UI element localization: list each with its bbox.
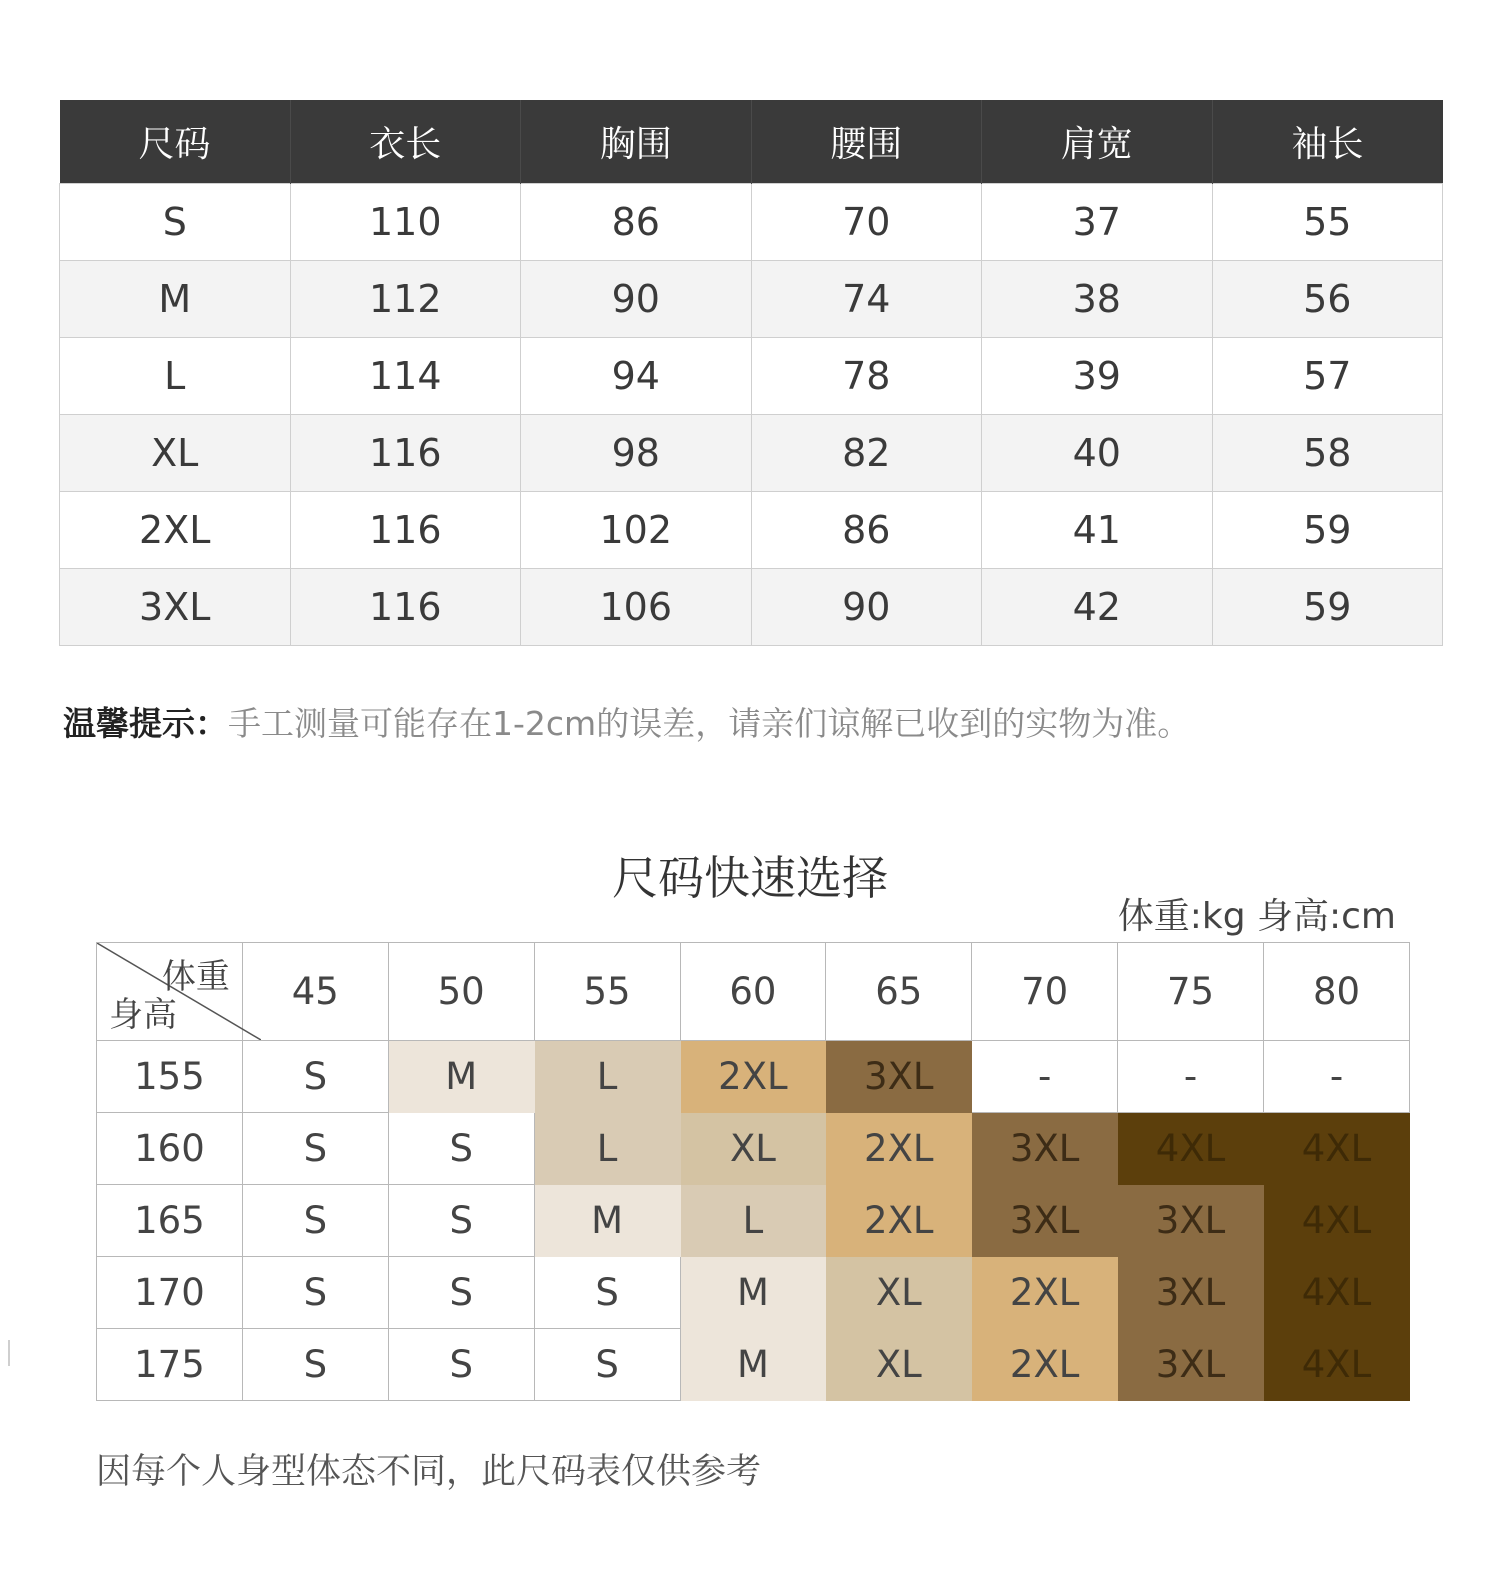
size-recommendation-cell: 2XL	[972, 1257, 1118, 1329]
size-table	[59, 100, 1443, 646]
quick-select-row	[97, 1329, 1410, 1401]
size-recommendation-cell: -	[972, 1041, 1118, 1113]
weight-header-cell: 65	[826, 943, 972, 1041]
size-recommendation-cell: S	[534, 1329, 680, 1401]
corner-height-label: 身高	[109, 995, 177, 1035]
size-recommendation-cell: -	[1118, 1041, 1264, 1113]
size-table-row	[60, 338, 1443, 415]
size-table-cell: M	[60, 261, 291, 338]
size-table-cell: 86	[521, 184, 752, 261]
size-recommendation-cell: S	[388, 1329, 534, 1401]
size-recommendation-cell: 3XL	[972, 1185, 1118, 1257]
size-table-cell: 94	[521, 338, 752, 415]
size-table-row	[60, 492, 1443, 569]
weight-header-cell: 55	[534, 943, 680, 1041]
tip-text: 手工测量可能存在1-2cm的误差，请亲们谅解已收到的实物为准。	[228, 704, 1191, 743]
size-table-cell: 57	[1212, 338, 1443, 415]
size-table-row	[60, 569, 1443, 646]
size-table-cell: 114	[290, 338, 521, 415]
header-shoulder: 肩宽	[982, 100, 1213, 184]
size-recommendation-cell: S	[388, 1185, 534, 1257]
size-recommendation-cell: S	[388, 1113, 534, 1185]
size-recommendation-cell: 2XL	[680, 1041, 826, 1113]
size-table-cell: 2XL	[60, 492, 291, 569]
size-recommendation-cell: XL	[680, 1113, 826, 1185]
quick-select-row	[97, 1041, 1410, 1113]
quick-select-row	[97, 1185, 1410, 1257]
size-recommendation-cell: 2XL	[972, 1329, 1118, 1401]
size-table-cell: 90	[751, 569, 982, 646]
header-size: 尺码	[60, 100, 291, 184]
size-recommendation-cell: M	[680, 1329, 826, 1401]
quick-select-title: 尺码快速选择	[612, 851, 888, 905]
size-table-row	[60, 184, 1443, 261]
size-recommendation-cell: 3XL	[972, 1113, 1118, 1185]
quick-select-table	[96, 942, 1410, 1401]
size-recommendation-cell: 3XL	[826, 1041, 972, 1113]
unit-note: 体重:kg 身高:cm	[1117, 896, 1396, 937]
size-table-cell: 39	[982, 338, 1213, 415]
size-table-cell: 42	[982, 569, 1213, 646]
size-recommendation-cell: 2XL	[826, 1113, 972, 1185]
size-table-cell: 102	[521, 492, 752, 569]
size-recommendation-cell: S	[534, 1257, 680, 1329]
size-table-cell: 78	[751, 338, 982, 415]
quick-select-row	[97, 1257, 1410, 1329]
size-recommendation-cell: 2XL	[826, 1185, 972, 1257]
size-recommendation-cell: S	[388, 1257, 534, 1329]
quick-select-row	[97, 1113, 1410, 1185]
size-recommendation-cell: XL	[826, 1257, 972, 1329]
size-recommendation-cell: 3XL	[1118, 1185, 1264, 1257]
size-recommendation-cell: L	[534, 1113, 680, 1185]
corner-weight-label: 体重	[161, 957, 230, 997]
size-table-cell: 116	[290, 492, 521, 569]
weight-header-cell: 50	[388, 943, 534, 1041]
size-table-cell: 59	[1212, 492, 1443, 569]
size-recommendation-cell: S	[242, 1113, 388, 1185]
size-recommendation-cell: S	[242, 1329, 388, 1401]
size-table-cell: 90	[521, 261, 752, 338]
size-table-cell: 55	[1212, 184, 1443, 261]
size-table-cell: 58	[1212, 415, 1443, 492]
weight-header-cell: 75	[1118, 943, 1264, 1041]
size-table-cell: 116	[290, 415, 521, 492]
size-table-cell: 112	[290, 261, 521, 338]
size-recommendation-cell: 4XL	[1264, 1257, 1410, 1329]
height-cell: 170	[97, 1257, 243, 1329]
size-recommendation-cell: M	[534, 1185, 680, 1257]
size-recommendation-cell: 4XL	[1264, 1185, 1410, 1257]
header-length: 衣长	[290, 100, 521, 184]
size-recommendation-cell: L	[680, 1185, 826, 1257]
size-table-cell: 3XL	[60, 569, 291, 646]
corner-cell	[97, 943, 243, 1041]
weight-header-cell: 45	[242, 943, 388, 1041]
size-table-cell: 74	[751, 261, 982, 338]
size-recommendation-cell: S	[242, 1041, 388, 1113]
size-recommendation-cell: XL	[826, 1329, 972, 1401]
height-cell: 155	[97, 1041, 243, 1113]
size-table-cell: 70	[751, 184, 982, 261]
size-table-cell: L	[60, 338, 291, 415]
size-table-cell: 56	[1212, 261, 1443, 338]
size-recommendation-cell: 4XL	[1264, 1113, 1410, 1185]
header-sleeve: 袖长	[1212, 100, 1443, 184]
size-table-cell: 110	[290, 184, 521, 261]
size-table-cell: 82	[751, 415, 982, 492]
footnote: 因每个人身型体态不同，此尺码表仅供参考	[96, 1452, 762, 1492]
size-table-row	[60, 415, 1443, 492]
tip-label: 温馨提示：	[63, 704, 228, 743]
size-recommendation-cell: M	[388, 1041, 534, 1113]
weight-header-cell: 60	[680, 943, 826, 1041]
size-table-cell: S	[60, 184, 291, 261]
tip-note	[63, 698, 1190, 745]
weight-header-cell: 70	[972, 943, 1118, 1041]
size-table-row	[60, 261, 1443, 338]
size-table-cell: 40	[982, 415, 1213, 492]
size-recommendation-cell: L	[534, 1041, 680, 1113]
size-table-cell: 116	[290, 569, 521, 646]
size-table-cell: 41	[982, 492, 1213, 569]
size-table-cell: 37	[982, 184, 1213, 261]
size-recommendation-cell: M	[680, 1257, 826, 1329]
size-table-header-row	[60, 100, 1443, 184]
weight-header-cell: 80	[1264, 943, 1410, 1041]
height-cell: 160	[97, 1113, 243, 1185]
size-table-cell: XL	[60, 415, 291, 492]
height-cell: 175	[97, 1329, 243, 1401]
edge-mark	[8, 1340, 10, 1366]
size-recommendation-cell: 4XL	[1118, 1113, 1264, 1185]
size-recommendation-cell: S	[242, 1185, 388, 1257]
size-recommendation-cell: -	[1264, 1041, 1410, 1113]
size-table-cell: 59	[1212, 569, 1443, 646]
size-recommendation-cell: 3XL	[1118, 1257, 1264, 1329]
size-recommendation-cell: 4XL	[1264, 1329, 1410, 1401]
size-recommendation-cell: S	[242, 1257, 388, 1329]
quick-select-header-row	[97, 943, 1410, 1041]
size-table-cell: 38	[982, 261, 1213, 338]
header-chest: 胸围	[521, 100, 752, 184]
size-table-cell: 98	[521, 415, 752, 492]
size-table-cell: 86	[751, 492, 982, 569]
size-table-cell: 106	[521, 569, 752, 646]
height-cell: 165	[97, 1185, 243, 1257]
header-waist: 腰围	[751, 100, 982, 184]
size-recommendation-cell: 3XL	[1118, 1329, 1264, 1401]
